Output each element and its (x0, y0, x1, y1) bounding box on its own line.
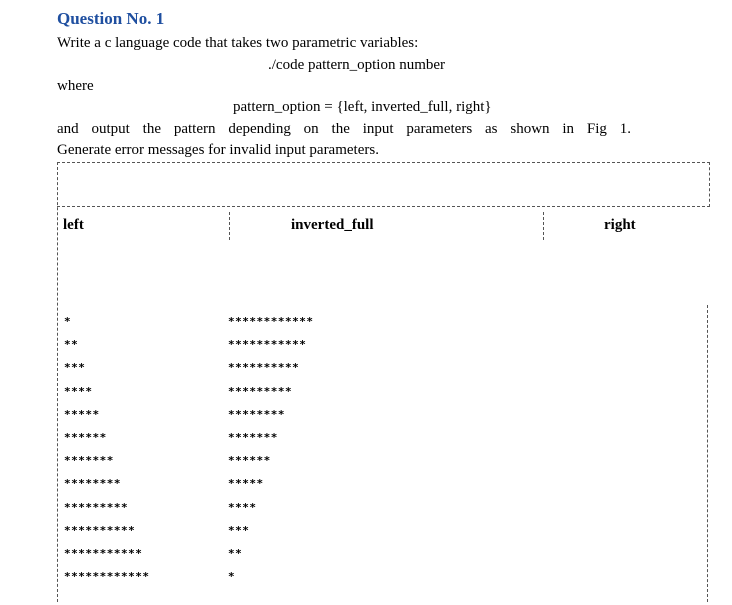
left-pattern-row: ************ (64, 570, 150, 584)
figure-top-border (57, 162, 710, 163)
figure-right-border-lower (707, 305, 708, 602)
question-line-1: Write a c language code that takes two parametric variables: (57, 35, 419, 51)
left-pattern-row: ***** (64, 407, 100, 421)
inverted-left-half-row: * (228, 570, 236, 584)
figure-right-border (709, 162, 710, 207)
inverted-left-half-row: ** (228, 547, 243, 560)
left-pattern-row: ****** (64, 431, 107, 444)
inverted-left-half-row: ******** (228, 407, 285, 421)
header-left: left (63, 217, 84, 233)
figure-header-separator (57, 206, 710, 207)
question-title: Question No. 1 (57, 9, 165, 28)
inverted-left-half-row: ****** (228, 454, 271, 468)
left-pattern-row: *** (64, 361, 86, 375)
left-pattern-row: **** (64, 384, 93, 398)
command-usage: ./code pattern_option number (268, 57, 446, 73)
left-pattern-row: ******** (64, 477, 121, 491)
left-pattern-row: ******* (64, 454, 114, 468)
inverted-left-half-row: *** (228, 523, 250, 537)
left-pattern-row: ** (64, 338, 79, 352)
inverted-left-half-row: *********** (228, 338, 307, 352)
column-divider-2 (543, 212, 544, 240)
inverted-left-half-row: **** (228, 500, 257, 514)
inverted-left-half-row: ************ (228, 315, 314, 328)
left-pattern-row: * (64, 315, 72, 328)
question-line-errors: Generate error messages for invalid input parameters. (57, 142, 379, 158)
figure-left-border (57, 162, 58, 602)
inverted-left-half-row: ********** (228, 361, 300, 375)
inverted-left-half-row: ******* (228, 431, 278, 444)
header-inverted-full: inverted_full (291, 217, 374, 233)
left-pattern-row: ********** (64, 523, 136, 537)
header-right: right (604, 217, 636, 233)
inverted-left-half-row: ***** (228, 477, 264, 491)
question-line-output: and output the pattern depending on the input parameters as shown in Fig 1. (57, 121, 631, 137)
where-label: where (57, 78, 94, 94)
column-divider-1 (229, 212, 230, 240)
inverted-left-half-row: ********* (228, 384, 293, 398)
left-pattern-row: *********** (64, 547, 143, 560)
left-pattern-row: ********* (64, 500, 129, 514)
pattern-option-definition: pattern_option = {left, inverted_full, right} (233, 99, 492, 115)
